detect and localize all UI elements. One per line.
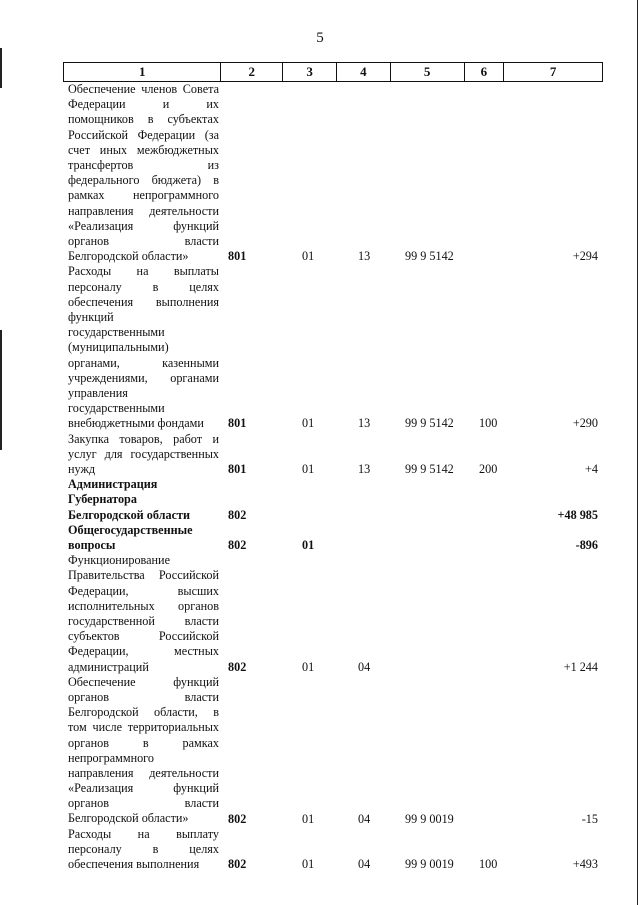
row-description [68, 523, 219, 553]
cell-c6: 100 [479, 416, 498, 431]
description-line: администраций [68, 659, 149, 674]
cell-c4: 04 [358, 659, 371, 674]
table-row [0, 82, 640, 264]
description-line: направления деятельности [68, 203, 219, 218]
description-line: Расходы на выплату [68, 826, 219, 841]
cell-c5: 99 9 0019 [405, 811, 454, 826]
header-cell: 1 [64, 63, 221, 81]
cell-c3: 01 [302, 537, 315, 552]
cell-c3: 01 [302, 811, 315, 826]
cell-c5: 99 9 0019 [405, 857, 454, 872]
description-line: Функционирование [68, 553, 170, 568]
page-number: 5 [316, 30, 324, 46]
header-cell: 6 [465, 63, 505, 81]
description-line: функций [68, 309, 114, 324]
header-cell: 3 [283, 63, 337, 81]
cell-c2: 801 [228, 416, 247, 431]
description-line: Белгородской области, в [68, 705, 219, 720]
description-line: непрограммного [68, 750, 154, 765]
description-line: Обеспечение функций [68, 674, 219, 689]
description-line: Правительства Российской [68, 568, 219, 583]
description-line: органами, казенными [68, 355, 219, 370]
description-line: субъектов Российской [68, 629, 219, 644]
cell-c7: +4 [585, 461, 598, 476]
cell-c2: 801 [228, 249, 247, 264]
description-line: учреждениями, органами [68, 370, 219, 385]
description-line: органов в рамках [68, 735, 219, 750]
row-description [68, 675, 219, 827]
row-description [68, 264, 219, 431]
description-line: Белгородской области» [68, 811, 189, 826]
description-line: (муниципальными) [68, 340, 169, 355]
description-line: Белгородской области [68, 507, 190, 522]
cell-c7: +1 244 [563, 659, 598, 674]
table-row [0, 523, 640, 553]
cell-c3: 01 [302, 461, 315, 476]
cell-c7: +493 [572, 857, 598, 872]
description-line: федерального бюджета) в [68, 173, 219, 188]
description-line: государственными [68, 325, 165, 340]
header-cell: 7 [549, 64, 557, 79]
description-line: Губернатора [68, 492, 137, 507]
description-line: «Реализация функций [68, 781, 219, 796]
table-row [0, 827, 640, 873]
table-row [0, 477, 640, 523]
description-line: «Реализация функций [68, 218, 219, 233]
description-line: Общегосударственные [68, 522, 193, 537]
description-line: том числе территориальных [68, 720, 219, 735]
cell-c3: 01 [302, 857, 315, 872]
cell-c5: 99 9 5142 [405, 461, 454, 476]
header-cell: 4 [337, 63, 391, 81]
description-line: органов власти [68, 233, 219, 248]
cell-c2: 802 [228, 537, 247, 552]
cell-c5: 99 9 5142 [405, 416, 454, 431]
table-header [63, 62, 603, 82]
description-line: Федерации, местных [68, 644, 219, 659]
description-line: Администрация [68, 477, 158, 492]
description-line: обеспечения выполнения [68, 294, 219, 309]
row-description [68, 553, 219, 675]
description-line: внебюджетными фондами [68, 416, 204, 431]
cell-c2: 801 [228, 461, 247, 476]
description-line: рамках непрограммного [68, 188, 219, 203]
description-line: Белгородской области» [68, 249, 189, 264]
description-line: нужд [68, 461, 96, 476]
description-line: Российской Федерации (за [68, 127, 219, 142]
header-cell: 2 [221, 63, 283, 81]
cell-c7: +48 985 [557, 507, 598, 522]
table-row [0, 432, 640, 478]
description-line: органов власти [68, 689, 219, 704]
cell-c3: 01 [302, 659, 315, 674]
description-line: счет иных межбюджетных [68, 142, 219, 157]
description-line: исполнительных органов [68, 598, 219, 613]
description-line: Федерации и их [68, 97, 219, 112]
row-description [68, 477, 219, 523]
description-line: трансфертов из [68, 157, 219, 172]
table-row [0, 675, 640, 827]
cell-c5: 99 9 5142 [405, 249, 454, 264]
description-line: обеспечения выполнения [68, 857, 200, 872]
cell-c7: -896 [575, 537, 598, 552]
row-description [68, 432, 219, 478]
cell-c2: 802 [228, 811, 247, 826]
description-line: услуг для государственных [68, 446, 219, 461]
cell-c6: 200 [479, 461, 498, 476]
description-line: помощников в субъектах [68, 112, 219, 127]
cell-c2: 802 [228, 507, 247, 522]
description-line: Федерации, высших [68, 583, 219, 598]
cell-c4: 13 [358, 249, 371, 264]
cell-c4: 13 [358, 461, 371, 476]
description-line: государственной власти [68, 613, 219, 628]
description-line: Закупка товаров, работ и [68, 431, 219, 446]
cell-c4: 04 [358, 811, 371, 826]
description-line: Расходы на выплаты [68, 264, 219, 279]
cell-c6: 100 [479, 857, 498, 872]
cell-c7: +294 [572, 249, 598, 264]
description-line: персоналу в целях [68, 841, 219, 856]
description-line: персоналу в целях [68, 279, 219, 294]
cell-c7: -15 [581, 811, 598, 826]
cell-c3: 01 [302, 416, 315, 431]
description-line: вопросы [68, 537, 116, 552]
cell-c3: 01 [302, 249, 315, 264]
cell-c4: 13 [358, 416, 371, 431]
cell-c4: 04 [358, 857, 371, 872]
row-description [68, 82, 219, 264]
description-line: органов власти [68, 796, 219, 811]
description-line: направления деятельности [68, 765, 219, 780]
cell-c2: 802 [228, 857, 247, 872]
table-row [0, 264, 640, 431]
cell-c2: 802 [228, 659, 247, 674]
header-cell: 5 [391, 63, 465, 81]
table-row [0, 553, 640, 675]
row-description [68, 827, 219, 873]
description-line: управления [68, 385, 128, 400]
description-line: государственными [68, 401, 165, 416]
description-line: Обеспечение членов Совета [68, 82, 219, 96]
cell-c7: +290 [572, 416, 598, 431]
